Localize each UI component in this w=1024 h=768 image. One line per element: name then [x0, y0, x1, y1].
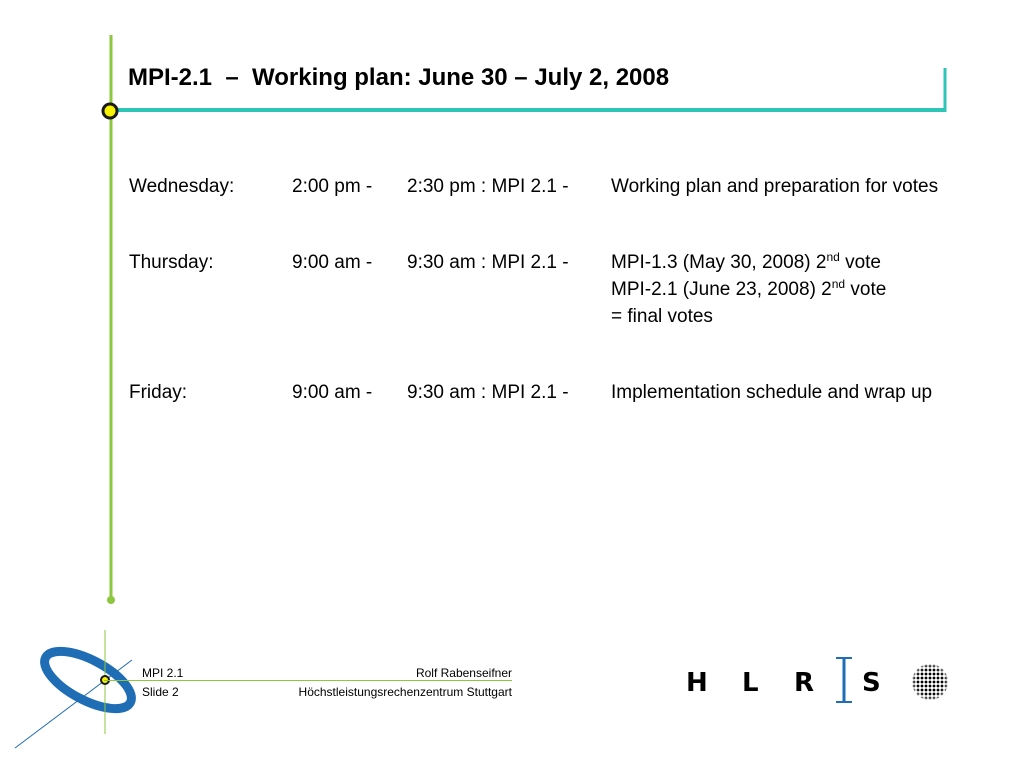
description-text: = final votes — [611, 306, 713, 327]
footer-author: Rolf Rabenseifner — [415, 666, 512, 680]
logo-letter: L — [742, 668, 759, 698]
page-title: MPI-2.1 – Working plan: June 30 – July 2, 2008 — [128, 64, 670, 91]
hlrs-logo — [680, 660, 955, 710]
footer-rule — [104, 680, 512, 681]
schedule-day: Wednesday: — [129, 176, 235, 197]
description-text-suffix: vote — [845, 279, 887, 300]
description-text: Working plan and preparation for votes — [611, 176, 939, 197]
logo-letter: H — [686, 668, 708, 698]
green-end-dot — [107, 596, 115, 604]
orbit-logo-icon — [10, 630, 140, 750]
description-text-suffix: vote — [839, 252, 881, 273]
logo-divider-icon — [832, 656, 856, 706]
schedule-description — [611, 176, 938, 198]
schedule-start-time: 9:00 am - — [292, 382, 373, 403]
schedule-description — [611, 279, 886, 301]
description-text: MPI-2.1 (June 23, 2008) 2 — [611, 279, 832, 300]
footer-slide-number: Slide 2 — [142, 685, 179, 699]
ordinal-superscript: nd — [826, 250, 840, 264]
schedule-description — [611, 252, 881, 274]
schedule-description — [611, 306, 713, 328]
schedule-end-time: 9:30 am : MPI 2.1 - — [407, 382, 569, 403]
description-text: Implementation schedule and wrap up — [611, 382, 933, 403]
dotted-sphere-icon — [912, 664, 948, 700]
schedule-start-time: 9:00 am - — [292, 252, 373, 273]
logo-letter: S — [862, 668, 881, 698]
schedule-start-time: 2:00 pm - — [292, 176, 373, 197]
schedule-description — [611, 382, 932, 404]
ordinal-superscript: nd — [831, 277, 846, 291]
logo-letter: R — [794, 668, 815, 698]
schedule-day: Friday: — [129, 382, 188, 403]
schedule-day: Thursday: — [129, 252, 214, 273]
footer-institution: Höchstleistungsrechenzentrum Stuttgart — [298, 685, 512, 699]
description-text: MPI-1.3 (May 30, 2008) 2 — [611, 252, 827, 273]
schedule-end-time: 2:30 pm : MPI 2.1 - — [407, 176, 569, 197]
node-circle — [103, 104, 117, 118]
schedule-end-time: 9:30 am : MPI 2.1 - — [407, 252, 569, 273]
footer-project: MPI 2.1 — [142, 666, 184, 680]
